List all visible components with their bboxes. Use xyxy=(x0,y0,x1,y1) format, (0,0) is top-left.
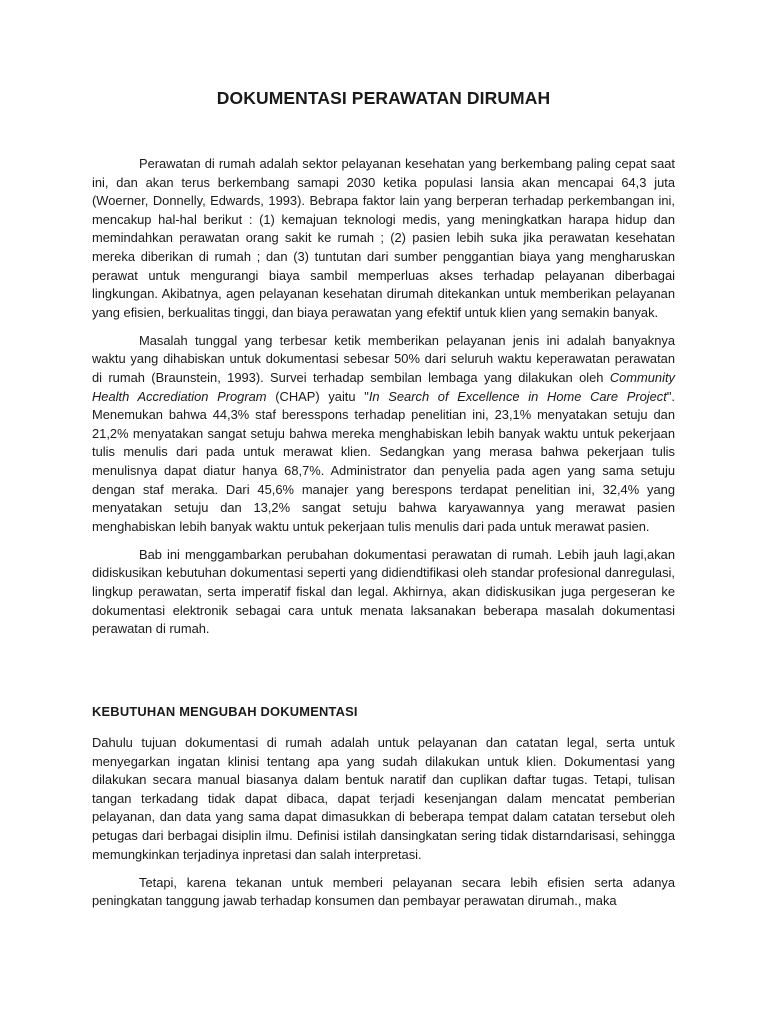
needs-section xyxy=(92,734,675,911)
intro-paragraph-3 xyxy=(92,546,675,639)
text-segment: Masalah tunggal yang terbesar ketik memberikan pelayanan jenis ini adalah banyaknya waktu yang dihabiskan untuk dokumentasi sebesar 50% dari seluruh waktu keperawatan perawatan di rumah (Braunstein, 1993). Survei terhadap sembilan lembaga yang dilakukan oleh xyxy=(92,332,675,386)
section-heading: KEBUTUHAN MENGUBAH DOKUMENTASI xyxy=(92,704,358,719)
italic-text-segment: In Search of Excellence in Home Care Project xyxy=(368,388,667,404)
text-segment: Bab ini menggambarkan perubahan dokumentasi perawatan di rumah. Lebih jauh lagi,akan didiskusikan kebutuhan dokumentasi seperti yang didiendtifikasi oleh standar profesional danregulasi, lingkup perawatan, serta imperatif fiskal dan legal. Akhirnya, akan didiskusikan juga pergeseran ke dokumentasi elektronik sebagai cara untuk menata laksanakan beberapa masalah dokumentasi perawatan di rumah. xyxy=(92,546,675,637)
section-paragraph-2 xyxy=(92,874,675,911)
intro-paragraph-2 xyxy=(92,332,675,537)
document-title: DOKUMENTASI PERAWATAN DIRUMAH xyxy=(216,88,551,108)
text-segment: ". Menemukan bahwa 44,3% staf beresspons terhadap penelitian ini, 23,1% menyatakan setuju dan 21,2% menyatakan sangat setuju bahwa mereka menghabiskan lebih banyak waktu untuk pekerjaan tulis menulis dari pada untuk merawat klien. Sedangkan yang merasa bahwa pekerjaan tulis menulisnya dapat diatur hanya 68,7%. Administrator dan penyelia pada agen yang sama setuju dengan staf meraka. Dari 45,6% manajer yang berespons terdapat penelitian ini, 32,4% yang menyatakan setuju dan 13,2% sangat setuju bahwa karyawannya yang merawat pasien menghabiskan lebih banyak waktu untuk pekerjaan tulis menulis dari pada untuk merawat pasien. xyxy=(92,388,676,534)
italic-text-segment: Community Health Accrediation Program xyxy=(92,370,675,404)
section-paragraph-1 xyxy=(92,734,675,864)
text-segment: Tetapi, karena tekanan untuk memberi pelayanan secara lebih efisien serta adanya peningkatan tanggung jawab terhadap konsumen dan pembayar perawatan dirumah., maka xyxy=(92,874,675,909)
text-segment: (CHAP) yaitu " xyxy=(266,388,369,404)
text-segment: Dahulu tujuan dokumentasi di rumah adalah untuk pelayanan dan catatan legal, serta untuk menyegarkan ingatan klinisi tentang apa yang sudah dilakukan untuk klien. Dokumentasi yang dilakukan secara manual biasanya dalam bentuk naratif dan cuplikan daftar tugas. Tetapi, tulisan tangan terkadang tidak dapat dibaca, dapat terjadi kesenjangan dalam mencatat pemberian pelayanan, dan data yang sama dapat dimasukkan di beberapa tempat dalam catatan tersebut oleh petugas dari berbagai disiplin ilmu. Definisi istilah dansingkatan sering tidak distarndarisasi, sehingga memungkinkan terjadinya inpretasi dan salah interpretasi. xyxy=(92,735,675,862)
intro-section xyxy=(92,155,675,639)
text-segment: Perawatan di rumah adalah sektor pelayanan kesehatan yang berkembang paling cepat saat ini, dan akan terus berkembang samapi 2030 ketika populasi lansia akan mencapai 64,3 juta (Woerner, Donnelly, Edwards, 1993). Bebrapa faktor lain yang berperan terhadap perkembangan ini, mencakup hal-hal berikut : (1) kemajuan teknologi medis, yang meningkatkan harapa hidup dan memindahkan perawatan orang sakit ke rumah ; (2) pasien lebih suka jika perawatan kesehatan mereka diberikan di rumah ; dan (3) tuntutan dari sumber penggantian biaya yang mengharuskan perawat untuk mengurangi biaya sambil memperluas akses terhadap pelayanan diberbagai lingkungan. Akibatnya, agen pelayanan kesehatan dirumah ditekankan untuk memberikan pelayanan yang efisien, berkualitas tinggi, dan biaya perawatan yang efektif untuk klien yang semakin banyak. xyxy=(92,156,675,320)
intro-paragraph-1 xyxy=(92,155,675,322)
